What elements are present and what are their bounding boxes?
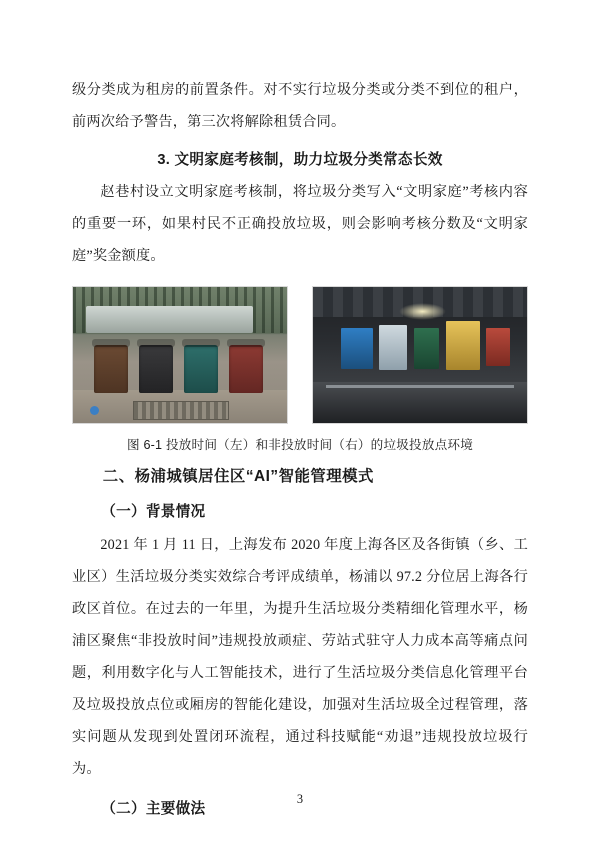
figure-caption: 图 6-1 投放时间（左）和非投放时间（右）的垃圾投放点环境 [126, 438, 474, 452]
paragraph-rental-condition: 级分类成为租房的前置条件。对不实行垃圾分类或分类不到位的租户，前两次给予警告，第三次将解除租赁合同。 [72, 82, 528, 130]
info-panel-2 [379, 325, 407, 370]
heading-background: （一）背景情况 [101, 504, 206, 520]
info-panel-5 [486, 328, 510, 366]
garbage-station-night-photo [312, 286, 528, 424]
paragraph-background-detail: 2021 年 1 月 11 日，上海发布 2020 年度上海各区及各街镇（乡、工业区）生活垃圾分类实效综合考评成绩单，杨浦以 97.2 分位居上海各行政区首位。在过去的一年里，为提升生活垃圾分类精细化管理水平，杨浦区聚焦“非投放时间”违规投放顽症、劳站式驻守人力成本高等痛点问题，利用数字化与人工智能技术，进行了生活垃圾分类信息化管理平台及垃圾投放点位或厢房的智能化建设，加强对生活垃圾全过程管理，落实问题从发现到处置闭环流程，通过科技赋能“劝退”违规投放垃圾行为。 [72, 537, 528, 777]
paragraph-zhaoxiang-village: 赵巷村设立文明家庭考核制，将垃圾分类写入“文明家庭”考核内容的重要一环，如果村民不正确投放垃圾，则会影响考核分数及“文明家庭”奖金额度。 [72, 184, 528, 264]
floor-surface [313, 382, 527, 423]
spacer [72, 785, 528, 791]
light-glow [399, 303, 446, 319]
bin-red [229, 345, 263, 393]
bin-lid-icon [137, 339, 175, 347]
bin-teal [184, 345, 218, 393]
page-number: 3 [296, 792, 304, 806]
info-panel-3 [414, 328, 440, 369]
barrier-rail [326, 385, 514, 388]
heading-main-practices: （二）主要做法 [101, 801, 206, 817]
bin-black [139, 345, 173, 393]
garbage-bins-daytime-photo [72, 286, 288, 424]
heading-yangpu-ai-model: 二、杨浦城镇居住区“AI”智能管理模式 [102, 468, 374, 485]
bin-brown [94, 345, 128, 393]
bin-lid-icon [92, 339, 130, 347]
figure-row [72, 286, 528, 424]
page-content [72, 74, 528, 826]
drain-grate [133, 401, 229, 421]
info-panel-1 [341, 328, 373, 369]
bin-lid-icon [182, 339, 220, 347]
bin-lid-icon [227, 339, 265, 347]
shelter-roof [86, 306, 253, 333]
blue-ball [90, 406, 99, 415]
heading-civilized-family-assessment: 3. 文明家庭考核制，助力垃圾分类常态长效 [157, 152, 443, 168]
info-panel-4 [446, 321, 480, 370]
